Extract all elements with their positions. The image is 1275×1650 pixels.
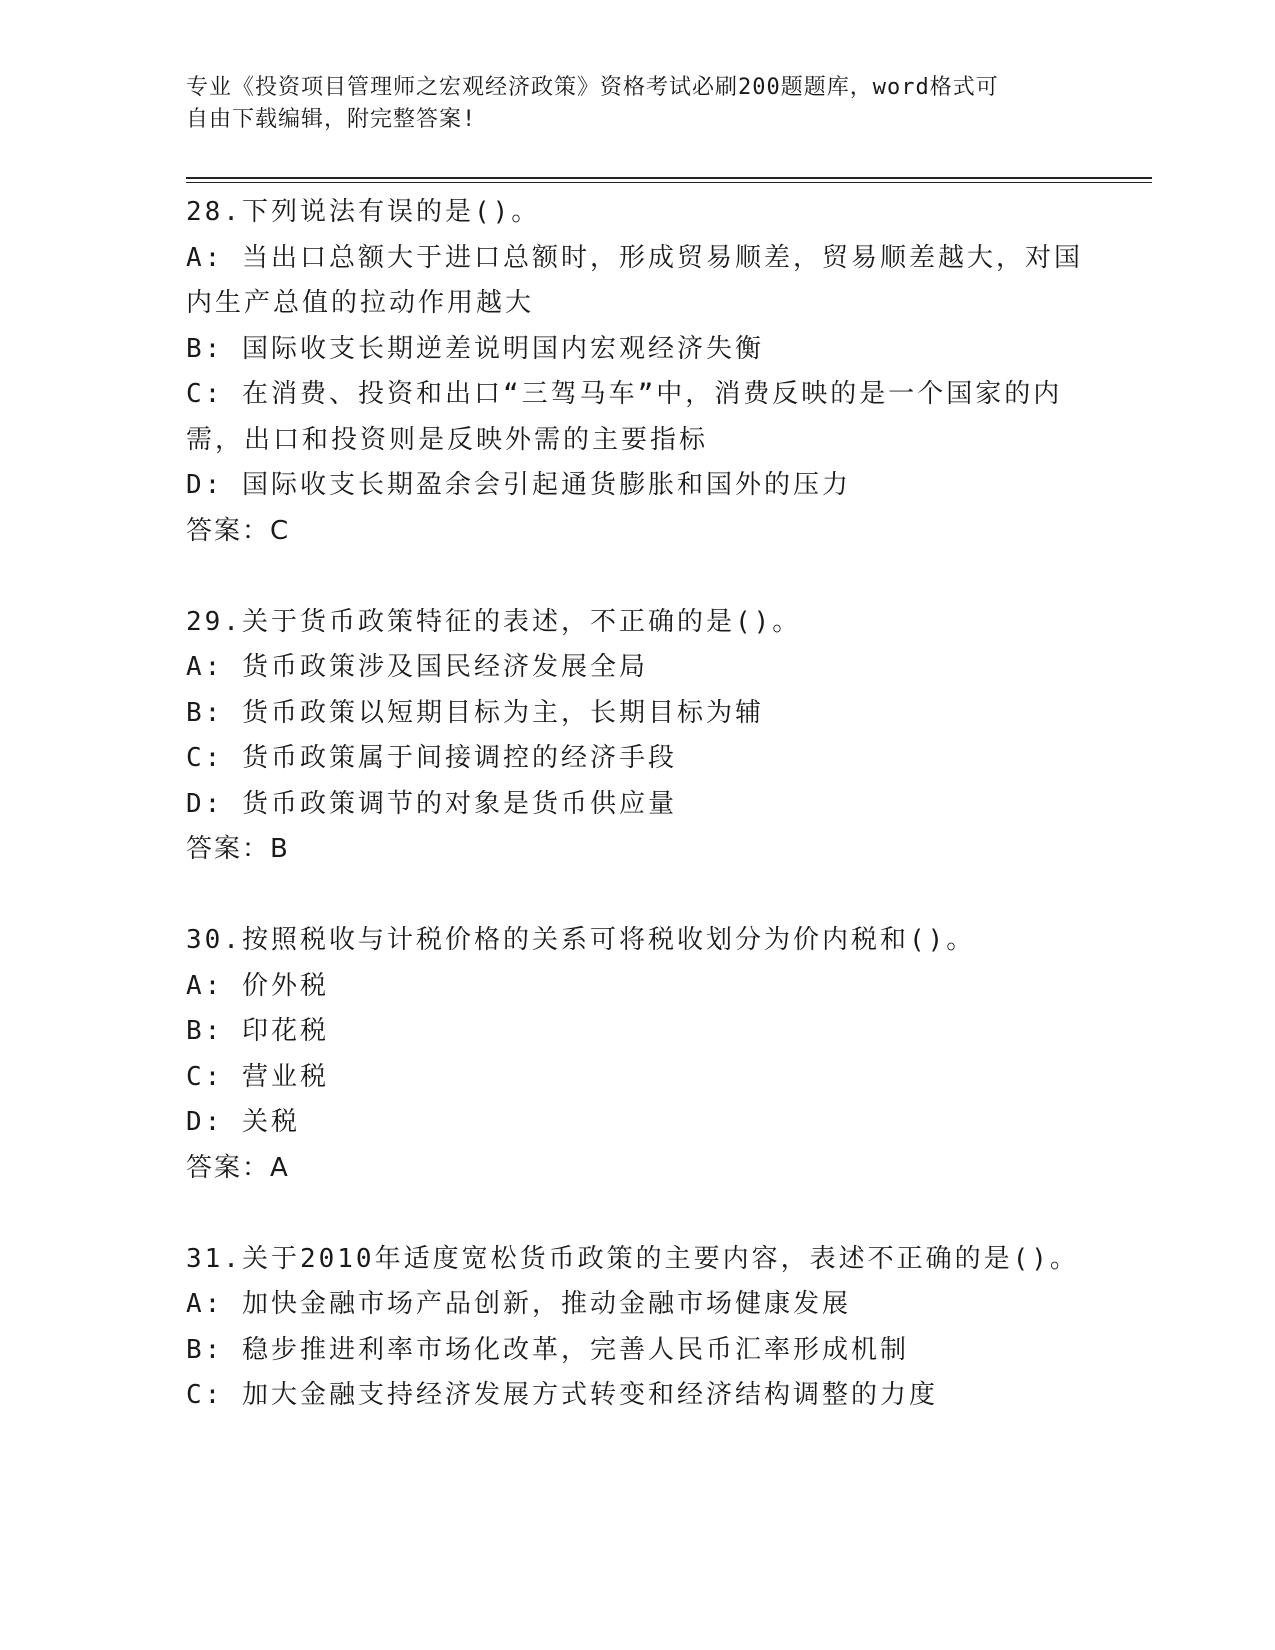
option-a: A: 加快金融市场产品创新，推动金融市场健康发展 bbox=[186, 1289, 851, 1319]
question-list bbox=[186, 190, 1086, 1419]
option-c: C: 在消费、投资和出口“三驾马车”中，消费反映的是一个国家的内 bbox=[186, 379, 1063, 409]
option-b: B: 印花税 bbox=[186, 1016, 329, 1046]
question-stem: 29.关于货币政策特征的表述，不正确的是()。 bbox=[186, 606, 802, 637]
option-b: B: 稳步推进利率市场化改革，完善人民币汇率形成机制 bbox=[186, 1334, 909, 1365]
option-b: B: 国际收支长期逆差说明国内宏观经济失衡 bbox=[186, 333, 764, 364]
option-d: D: 关税 bbox=[186, 1107, 300, 1137]
question-31 bbox=[186, 1237, 1086, 1419]
answer-label: 答案：B bbox=[186, 834, 290, 864]
question-spacer bbox=[186, 873, 1086, 919]
header-line-1: 专业《投资项目管理师之宏观经济政策》资格考试必刷200题题库，word格式可 bbox=[186, 75, 999, 100]
answer-label: 答案：C bbox=[186, 515, 291, 546]
question-stem: 31.关于2010年适度宽松货币政策的主要内容，表述不正确的是()。 bbox=[186, 1243, 1079, 1274]
option-c: C: 货币政策属于间接调控的经济手段 bbox=[186, 743, 677, 773]
option-b: B: 货币政策以短期目标为主，长期目标为辅 bbox=[186, 697, 764, 728]
header-divider-thin bbox=[186, 182, 1152, 183]
option-a: A: 货币政策涉及国民经济发展全局 bbox=[186, 652, 648, 682]
option-d: D: 货币政策调节的对象是货币供应量 bbox=[186, 788, 677, 819]
question-29 bbox=[186, 600, 1086, 873]
option-c: C: 营业税 bbox=[186, 1061, 329, 1092]
header-divider-thick bbox=[186, 177, 1152, 179]
option-a: A: 当出口总额大于进口总额时，形成贸易顺差，贸易顺差越大，对国 bbox=[186, 242, 1083, 273]
option-a-continued: 内生产总值的拉动作用越大 bbox=[186, 288, 535, 318]
document-header bbox=[186, 72, 1086, 136]
option-d: D: 国际收支长期盈余会引起通货膨胀和国外的压力 bbox=[186, 470, 851, 500]
option-c: C: 加大金融支持经济发展方式转变和经济结构调整的力度 bbox=[186, 1380, 938, 1410]
question-28 bbox=[186, 190, 1086, 554]
question-stem: 30.按照税收与计税价格的关系可将税收划分为价内税和()。 bbox=[186, 925, 976, 955]
option-c-continued: 需，出口和投资则是反映外需的主要指标 bbox=[186, 424, 709, 455]
question-30 bbox=[186, 918, 1086, 1191]
answer-label: 答案：A bbox=[186, 1152, 290, 1183]
option-a: A: 价外税 bbox=[186, 970, 329, 1001]
header-line-2: 自由下载编辑，附完整答案! bbox=[186, 107, 477, 132]
question-spacer bbox=[186, 1191, 1086, 1237]
question-spacer bbox=[186, 554, 1086, 600]
question-stem: 28.下列说法有误的是()。 bbox=[186, 197, 541, 227]
